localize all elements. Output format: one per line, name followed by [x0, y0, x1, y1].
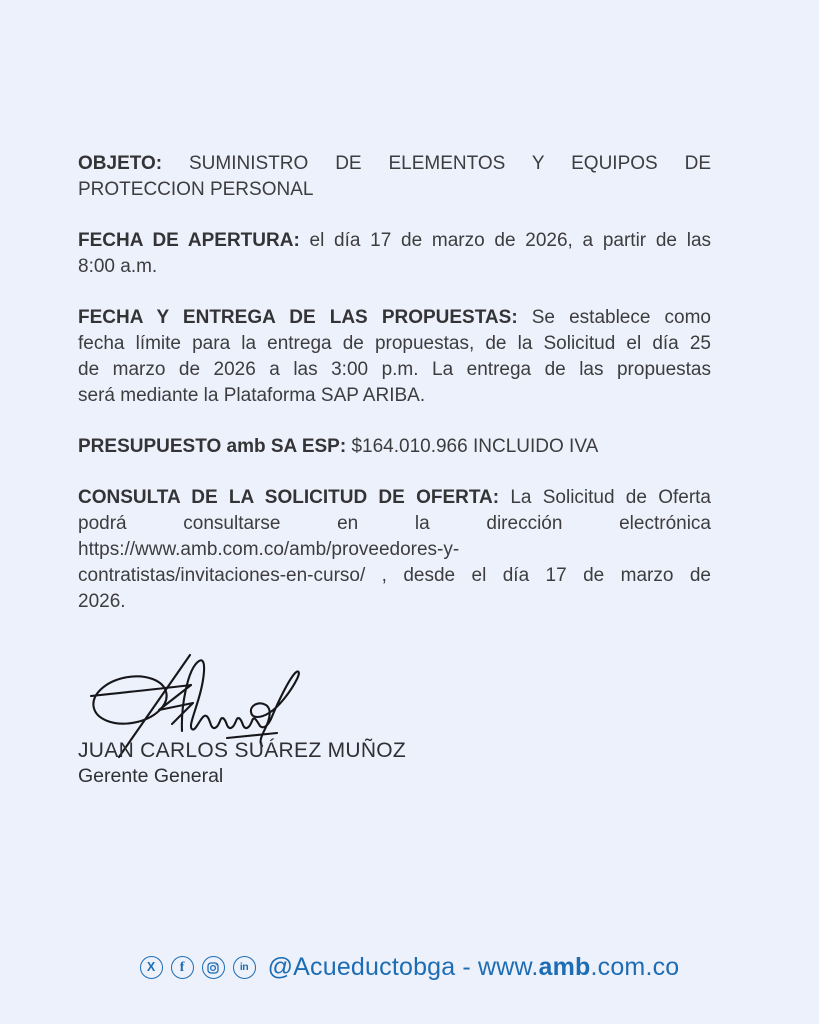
paragraph-line: contratistas/invitaciones-en-curso/ , desde el día 17 de marzo de — [78, 565, 711, 586]
x-social-icon[interactable]: X — [140, 956, 163, 979]
paragraph-label: FECHA Y ENTREGA DE LAS PROPUESTAS: — [78, 307, 518, 328]
paragraph — [78, 228, 711, 280]
instagram-icon[interactable] — [202, 956, 225, 979]
paragraph-line: 8:00 a.m. — [78, 256, 158, 277]
paragraph-line: será mediante la Plataforma SAP ARIBA. — [78, 385, 426, 406]
paragraph-label: FECHA DE APERTURA: — [78, 230, 300, 251]
footer-text — [268, 953, 680, 982]
signatory-name: JUAN CARLOS SUÁREZ MUÑOZ — [78, 739, 407, 762]
instagram-glyph — [207, 962, 219, 974]
facebook-icon[interactable]: f — [171, 956, 194, 979]
social-icons — [140, 956, 256, 979]
social-handle: @Acueductobga — [267, 953, 456, 981]
paragraph — [78, 485, 711, 615]
website-link[interactable]: www.amb.com.co — [477, 953, 680, 981]
paragraph-line: https://www.amb.com.co/amb/proveedores-y- — [78, 539, 460, 560]
footer — [0, 953, 819, 982]
paragraph-line: FECHA Y ENTREGA DE LAS PROPUESTAS: Se establece como — [78, 307, 712, 328]
paragraph — [78, 151, 711, 203]
paragraph-line: CONSULTA DE LA SOLICITUD DE OFERTA: La Solicitud de Oferta — [78, 487, 711, 508]
paragraph-line: fecha límite para la entrega de propuestas, de la Solicitud el día 25 — [78, 333, 711, 354]
paragraph-line: OBJETO: SUMINISTRO DE ELEMENTOS Y EQUIPOS DE — [78, 153, 711, 174]
paragraph-line: de marzo de 2026 a las 3:00 p.m. La entrega de las propuestas — [78, 359, 711, 380]
paragraph-line: 2026. — [78, 591, 126, 612]
linkedin-icon[interactable]: in — [233, 956, 256, 979]
paragraph — [78, 305, 711, 409]
paragraph-line: FECHA DE APERTURA: el día 17 de marzo de 2026, a partir de las — [78, 230, 712, 251]
document-body — [78, 151, 711, 615]
paragraph-label: CONSULTA DE LA SOLICITUD DE OFERTA: — [78, 487, 500, 508]
paragraph-line: podrá consultarse en la dirección electrónica — [78, 513, 711, 534]
paragraph-line: PROTECCION PERSONAL — [78, 179, 314, 200]
signatory-title: Gerente General — [78, 765, 224, 787]
paragraph-label: OBJETO: — [78, 153, 163, 174]
paragraph-line: PRESUPUESTO amb SA ESP: $164.010.966 INCLUIDO IVA — [78, 436, 599, 457]
separator: - — [462, 953, 471, 981]
paragraph-label: PRESUPUESTO amb SA ESP: — [78, 436, 347, 457]
paragraph — [78, 434, 711, 460]
